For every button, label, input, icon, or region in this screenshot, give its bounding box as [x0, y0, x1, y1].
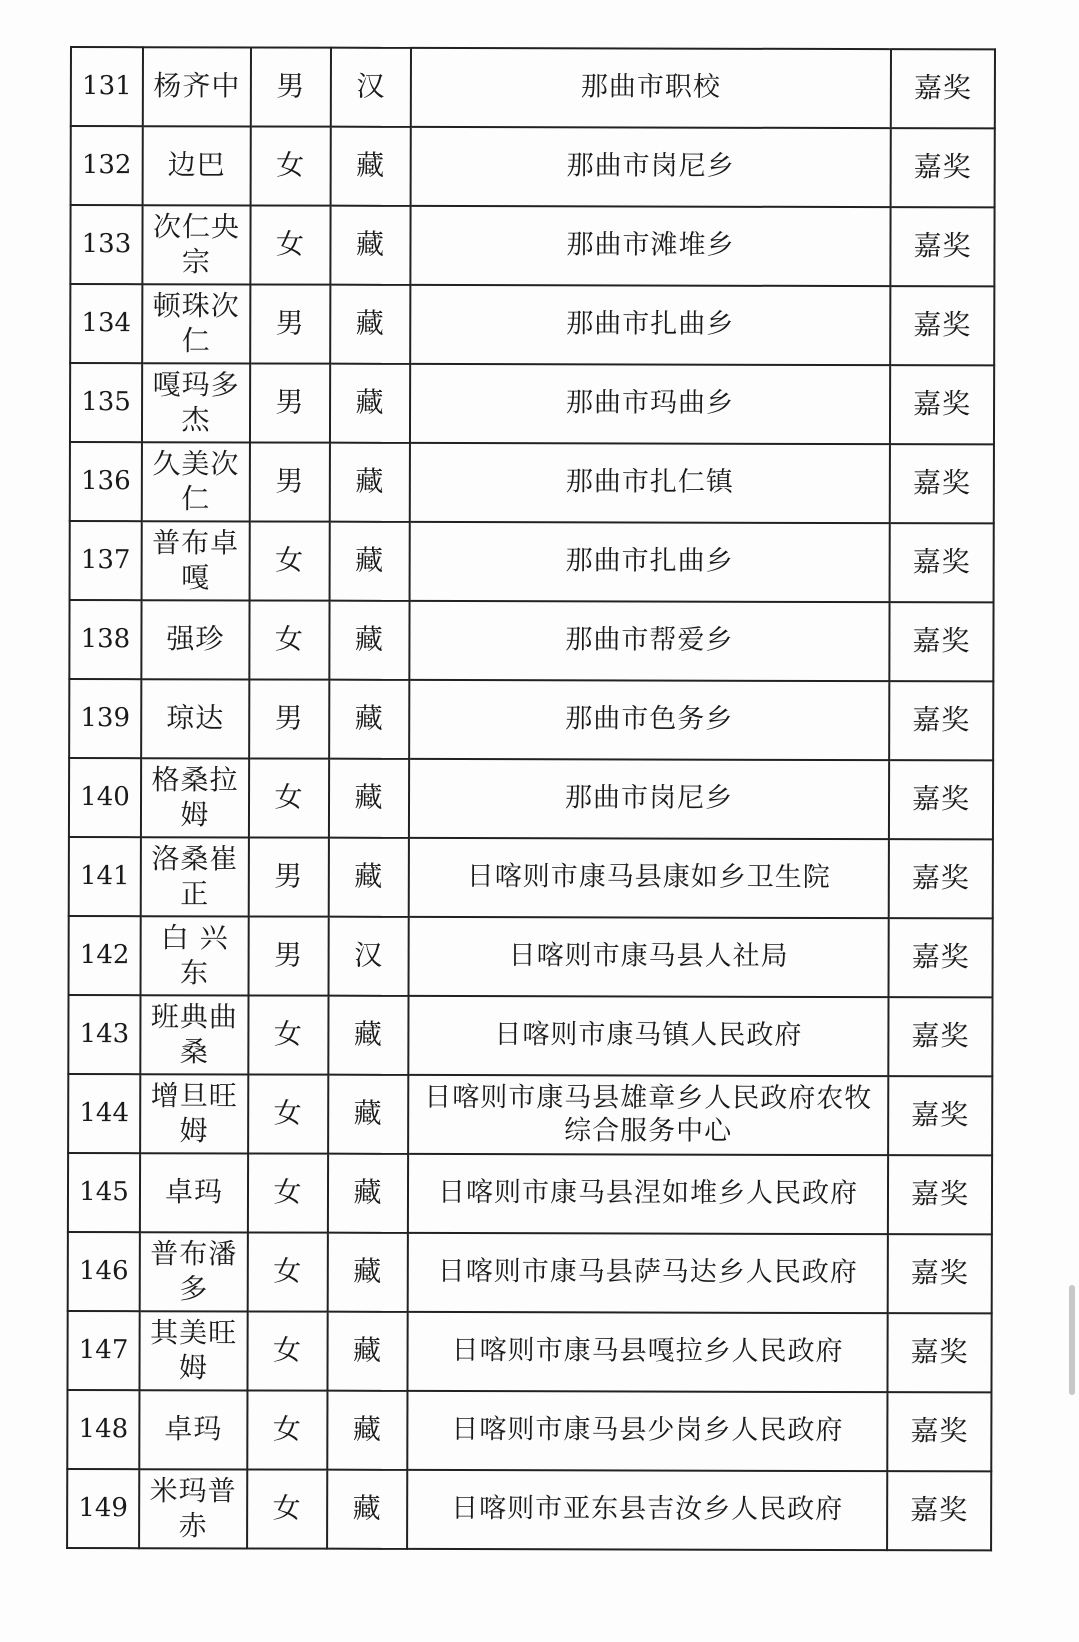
cell-name-text: 普布潘多	[150, 1237, 238, 1305]
table-row	[68, 1074, 992, 1155]
cell-sex: 男	[249, 679, 329, 758]
cell-award: 嘉奖	[889, 681, 993, 760]
cell-award: 嘉奖	[890, 444, 994, 523]
cell-name	[142, 521, 250, 600]
cell-sex: 女	[248, 1232, 328, 1311]
cell-ethnicity: 藏	[327, 1391, 407, 1470]
cell-organization	[409, 601, 889, 681]
cell-award: 嘉奖	[888, 997, 992, 1076]
cell-ethnicity: 藏	[331, 127, 411, 206]
cell-name	[139, 1311, 247, 1390]
cell-organization-text: 日喀则市康马镇人民政府	[494, 1019, 803, 1051]
cell-sex: 男	[249, 837, 329, 916]
table-row	[71, 126, 995, 207]
cell-organization-text: 那曲市滩堆乡	[566, 229, 735, 261]
cell-name	[140, 1232, 248, 1311]
cell-award: 嘉奖	[889, 839, 993, 918]
cell-ethnicity: 藏	[329, 680, 409, 759]
cell-award: 嘉奖	[888, 1155, 992, 1234]
cell-organization	[409, 838, 889, 918]
cell-ethnicity: 藏	[330, 364, 410, 443]
cell-award: 嘉奖	[887, 1313, 991, 1392]
cell-name-text: 格桑拉姆	[151, 763, 239, 831]
table-row	[70, 363, 994, 444]
cell-organization	[411, 127, 891, 207]
cell-name	[141, 600, 249, 679]
cell-number: 131	[71, 47, 143, 126]
cell-organization	[411, 48, 891, 128]
cell-number: 146	[68, 1232, 140, 1311]
cell-name-text: 久美次仁	[152, 447, 240, 515]
cell-organization-text: 那曲市职校	[580, 71, 721, 103]
cell-organization	[409, 917, 889, 997]
cell-name	[141, 916, 249, 995]
cell-name	[139, 1390, 247, 1469]
cell-organization-text: 那曲市岗尼乡	[564, 782, 734, 814]
cell-organization	[410, 443, 890, 523]
table-row	[68, 995, 992, 1076]
cell-number: 137	[70, 521, 142, 600]
cell-award: 嘉奖	[887, 1392, 991, 1471]
cell-award: 嘉奖	[889, 918, 993, 997]
cell-name-text: 杨齐中	[153, 69, 241, 103]
cell-number: 134	[70, 284, 142, 363]
table-row	[67, 1390, 991, 1471]
cell-number: 143	[68, 995, 140, 1074]
cell-name	[141, 758, 249, 837]
table-row	[67, 1469, 991, 1550]
cell-ethnicity: 藏	[330, 285, 410, 364]
cell-name-text: 其美旺姆	[150, 1316, 238, 1384]
cell-sex: 女	[250, 205, 330, 284]
cell-sex: 女	[248, 1074, 328, 1153]
table-row	[70, 284, 994, 365]
cell-ethnicity: 藏	[328, 1233, 408, 1312]
cell-ethnicity: 藏	[328, 1154, 408, 1233]
cell-name-text: 嘎玛多杰	[152, 368, 240, 436]
cell-organization	[410, 206, 890, 286]
cell-organization-text: 日喀则市康马县少岗乡人民政府	[451, 1414, 844, 1447]
cell-organization	[407, 1312, 887, 1392]
cell-award: 嘉奖	[889, 602, 993, 681]
cell-name-text: 边巴	[167, 148, 226, 182]
cell-organization-text: 日喀则市康马县萨马达乡人民政府	[437, 1255, 858, 1289]
cell-organization	[407, 1391, 887, 1471]
cell-sex: 女	[248, 995, 328, 1074]
cell-number: 133	[70, 205, 142, 284]
cell-name-text: 卓玛	[164, 1412, 223, 1446]
cell-sex: 男	[250, 363, 330, 442]
cell-name-text: 顿珠次仁	[152, 289, 240, 357]
cell-organization	[410, 364, 890, 444]
table-row	[71, 47, 995, 128]
cell-organization	[408, 1154, 888, 1234]
table-row	[69, 758, 993, 839]
cell-ethnicity: 藏	[328, 1075, 408, 1154]
cell-sex: 女	[249, 600, 329, 679]
cell-number: 149	[67, 1469, 139, 1548]
table-row	[70, 521, 994, 602]
cell-organization	[410, 285, 890, 365]
cell-name	[140, 995, 248, 1074]
cell-organization-text: 那曲市岗尼乡	[566, 150, 735, 182]
cell-sex: 女	[247, 1390, 327, 1469]
cell-organization	[408, 1233, 888, 1313]
cell-award: 嘉奖	[888, 1076, 992, 1155]
cell-number: 136	[70, 442, 142, 521]
cell-organization-text: 日喀则市康马县涅如堆乡人民政府	[437, 1176, 859, 1210]
cell-name-text: 普布卓嘎	[152, 526, 240, 594]
cell-number: 147	[67, 1311, 139, 1390]
award-roster-table	[66, 46, 996, 1551]
cell-award: 嘉奖	[888, 1234, 992, 1313]
cell-organization-text: 日喀则市亚东县吉汝乡人民政府	[451, 1493, 844, 1526]
cell-award: 嘉奖	[890, 523, 994, 602]
cell-organization	[409, 759, 889, 839]
cell-name	[142, 442, 250, 521]
cell-sex: 女	[247, 1469, 327, 1548]
cell-name-text: 次仁央宗	[152, 210, 241, 278]
cell-organization	[408, 1075, 888, 1155]
cell-organization-text: 那曲市色务乡	[565, 703, 734, 735]
cell-name	[142, 205, 250, 284]
cell-organization	[409, 680, 889, 760]
cell-ethnicity: 藏	[329, 601, 409, 680]
cell-name	[139, 1469, 247, 1548]
cell-organization-text: 那曲市扎仁镇	[565, 466, 734, 498]
cell-ethnicity: 藏	[328, 996, 408, 1075]
cell-sex: 男	[249, 916, 329, 995]
cell-name	[143, 126, 251, 205]
cell-organization-text: 日喀则市康马县康如乡卫生院	[466, 861, 831, 894]
cell-award: 嘉奖	[891, 49, 995, 128]
cell-award: 嘉奖	[890, 365, 994, 444]
cell-name	[140, 1153, 248, 1232]
table-row	[69, 837, 993, 918]
roster-body	[67, 47, 995, 1550]
cell-organization-text: 日喀则市康马县嘎拉乡人民政府	[451, 1335, 844, 1368]
cell-award: 嘉奖	[887, 1471, 991, 1550]
cell-ethnicity: 藏	[327, 1470, 407, 1549]
cell-sex: 男	[250, 442, 330, 521]
scrollbar-thumb[interactable]	[1069, 1285, 1075, 1395]
cell-number: 138	[69, 600, 141, 679]
cell-sex: 女	[249, 758, 329, 837]
cell-organization-text: 日喀则市康马县雄章乡人民政府农牧综合服务中心	[424, 1081, 873, 1147]
table-row	[68, 1232, 992, 1313]
cell-organization-text: 那曲市玛曲乡	[566, 387, 735, 419]
table-row	[67, 1311, 991, 1392]
cell-name-text: 强珍	[166, 622, 225, 656]
cell-award: 嘉奖	[890, 207, 994, 286]
cell-name	[141, 679, 249, 758]
cell-award: 嘉奖	[890, 286, 994, 365]
cell-name	[142, 284, 250, 363]
cell-organization	[410, 522, 890, 602]
cell-number: 132	[71, 126, 143, 205]
cell-name-text: 班典曲桑	[150, 1000, 239, 1068]
cell-sex: 女	[248, 1153, 328, 1232]
cell-name	[140, 1074, 248, 1153]
cell-organization	[407, 1470, 887, 1550]
cell-award: 嘉奖	[891, 128, 995, 207]
cell-name	[143, 47, 251, 126]
cell-name-text: 洛桑崔正	[151, 842, 239, 910]
cell-sex: 女	[251, 126, 331, 205]
cell-name-text: 增旦旺姆	[150, 1079, 238, 1147]
cell-sex: 女	[247, 1311, 327, 1390]
cell-ethnicity: 藏	[327, 1312, 407, 1391]
cell-sex: 女	[250, 521, 330, 600]
cell-ethnicity: 汉	[329, 917, 409, 996]
cell-organization-text: 那曲市扎曲乡	[566, 308, 735, 340]
cell-number: 148	[67, 1390, 139, 1469]
cell-organization-text: 那曲市帮爱乡	[565, 624, 734, 656]
cell-number: 142	[69, 916, 141, 995]
cell-name-text: 白 兴东	[160, 921, 229, 989]
cell-ethnicity: 藏	[330, 443, 410, 522]
cell-ethnicity: 藏	[329, 838, 409, 917]
table-row	[70, 205, 994, 286]
cell-number: 140	[69, 758, 141, 837]
table-row	[69, 679, 993, 760]
table-row	[68, 1153, 992, 1234]
cell-organization	[408, 996, 888, 1076]
cell-organization-text: 那曲市扎曲乡	[565, 545, 734, 577]
cell-ethnicity: 藏	[330, 522, 410, 601]
cell-name-text: 琼达	[166, 701, 225, 735]
cell-number: 139	[69, 679, 141, 758]
cell-ethnicity: 藏	[330, 206, 410, 285]
cell-award: 嘉奖	[889, 760, 993, 839]
cell-sex: 男	[251, 47, 331, 126]
cell-name	[141, 837, 249, 916]
cell-name	[142, 363, 250, 442]
cell-name-text: 卓玛	[164, 1175, 224, 1209]
cell-number: 141	[69, 837, 141, 916]
cell-number: 144	[68, 1074, 140, 1153]
table-row	[69, 600, 993, 681]
cell-number: 145	[68, 1153, 140, 1232]
cell-organization-text: 日喀则市康马县人社局	[508, 940, 789, 972]
cell-name-text: 米玛普赤	[149, 1474, 237, 1542]
cell-ethnicity: 汉	[331, 48, 411, 127]
cell-number: 135	[70, 363, 142, 442]
cell-ethnicity: 藏	[329, 759, 409, 838]
cell-sex: 男	[250, 284, 330, 363]
table-row	[69, 916, 993, 997]
table-row	[70, 442, 994, 523]
